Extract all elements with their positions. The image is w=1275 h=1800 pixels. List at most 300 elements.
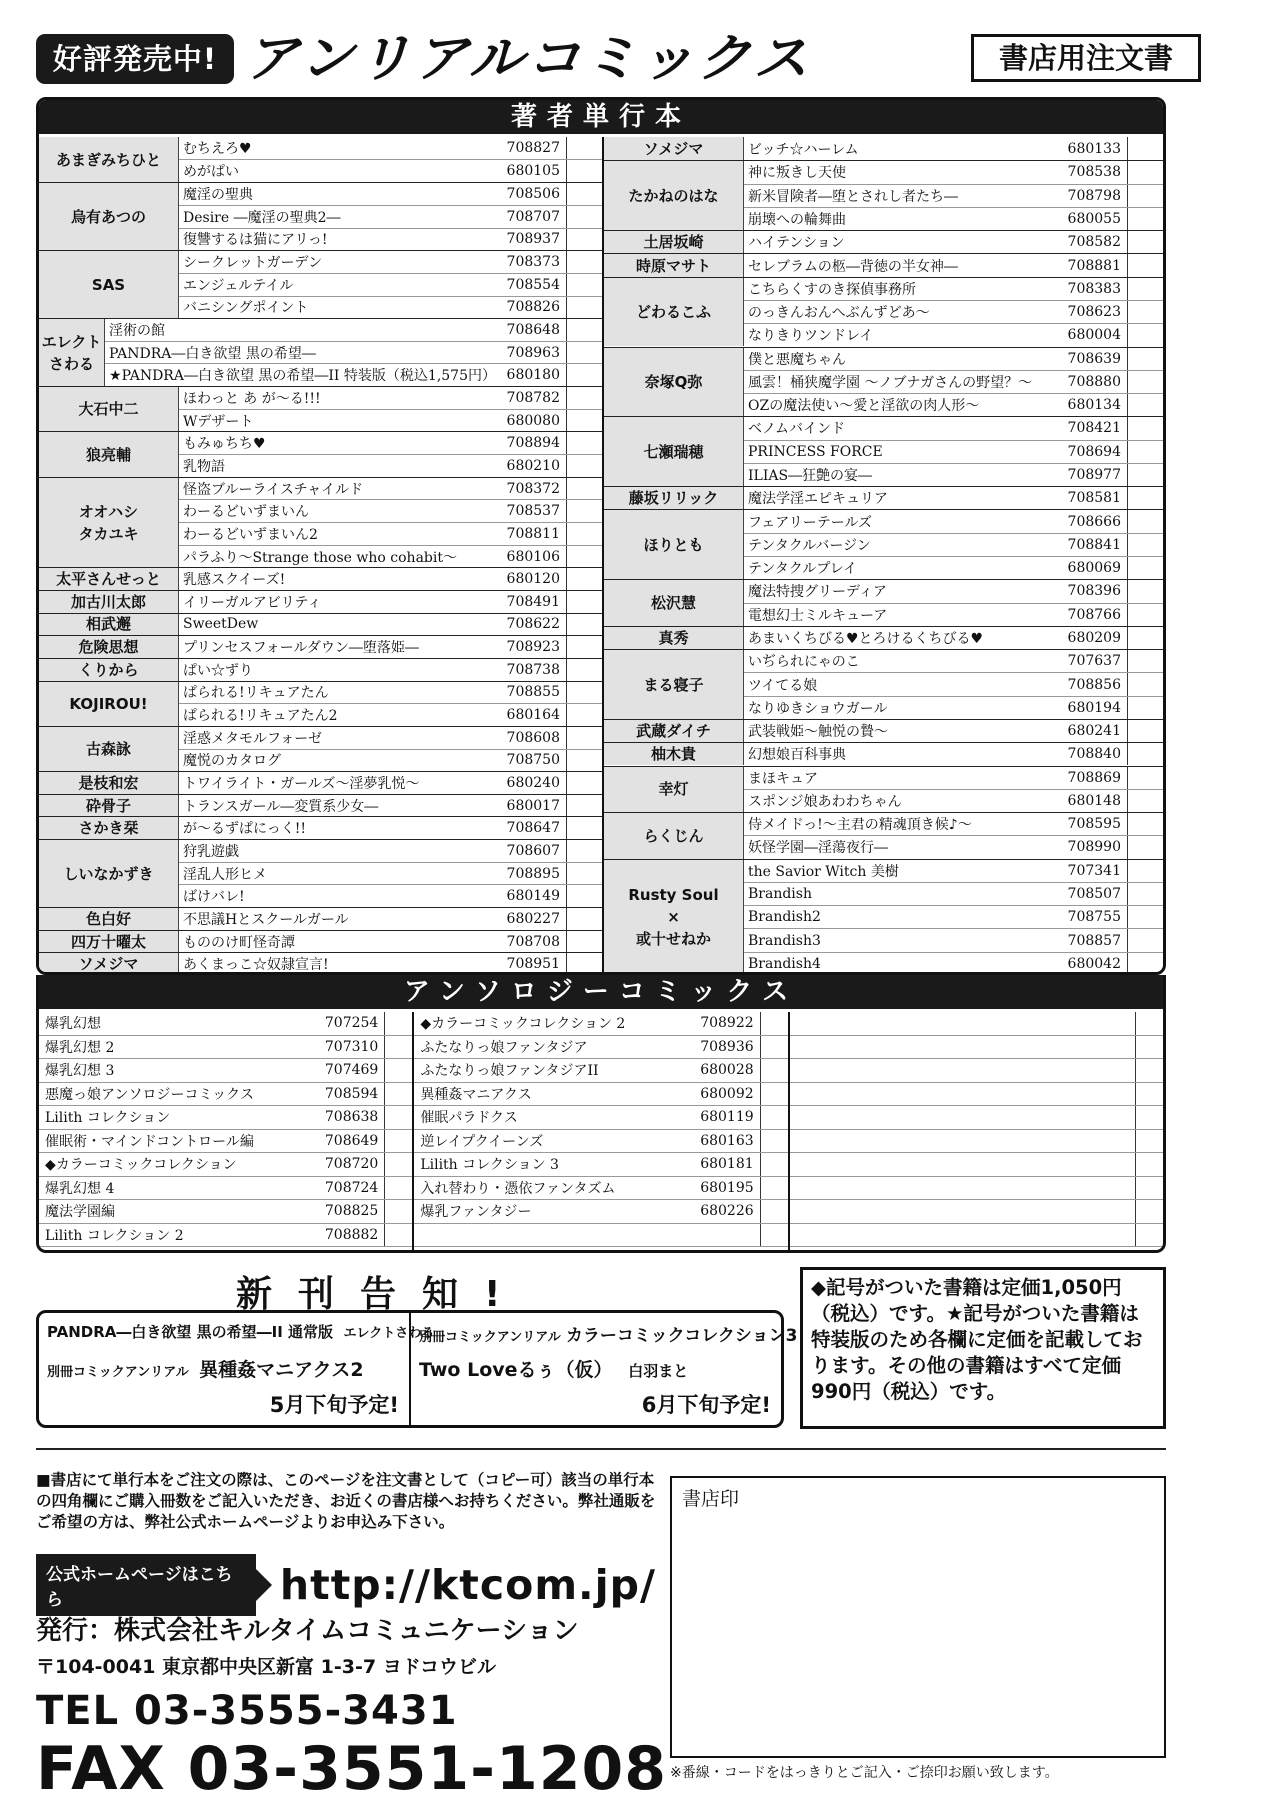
book-title: ぱられる!リキュアたん [183,685,329,702]
anthology-row [414,1106,787,1130]
book-title: めがぱい [183,164,239,181]
book-row [179,703,602,726]
author-name: 奈塚Q弥 [604,348,744,417]
homepage-link[interactable] [36,1554,656,1616]
book-row [744,813,1163,835]
quantity-box[interactable] [566,478,602,500]
book-row [744,137,1163,160]
author-book-list [179,251,602,318]
book-title: SweetDew [183,616,259,633]
quantity-box[interactable] [566,817,602,839]
new-release-may [39,1313,435,1425]
author-name: オオハシ タカユキ [39,478,179,568]
book-row [744,254,1163,276]
book-title: トランスガール―変質系少女― [183,798,379,815]
author-name: 四万十曜太 [39,931,179,953]
book-code: 680164 [506,707,560,724]
quantity-box[interactable] [566,750,602,772]
book-code: 708856 [1067,676,1121,693]
author-name: 危険思想 [39,636,179,658]
quantity-box[interactable] [760,1177,788,1200]
anthology-code: 680163 [700,1132,754,1149]
quantity-box[interactable] [1127,860,1163,882]
anthology-title: 悪魔っ娘アンソロジーコミックス [45,1086,255,1103]
quantity-box[interactable] [1127,836,1163,858]
book-row [744,207,1163,230]
book-row [179,522,602,545]
quantity-box[interactable] [1127,254,1163,276]
quantity-box[interactable] [384,1083,412,1106]
anthology-code: 708724 [324,1179,379,1196]
author-name: Rusty Soul × 或十せねか [604,860,744,975]
quantity-box[interactable] [566,206,602,228]
store-stamp-box[interactable] [670,1476,1166,1758]
quantity-box[interactable] [566,614,602,636]
book-title: セレブラムの柩―背徳の半女神― [748,258,958,275]
quantity-box[interactable] [566,342,602,364]
quantity-box[interactable] [1127,231,1163,253]
anthology-code: 680092 [700,1085,754,1102]
anthology-row [414,1130,787,1154]
book-title: いぢられにゃのこ [748,654,860,671]
quantity-box[interactable] [566,568,602,590]
quantity-box[interactable] [566,137,602,159]
book-code: 680055 [1067,210,1121,227]
quantity-box[interactable] [1127,371,1163,393]
quantity-box[interactable] [384,1153,412,1176]
book-code: 708840 [1067,746,1121,763]
book-code: 708738 [506,661,560,678]
book-code: 708826 [506,299,560,316]
quantity-box[interactable] [1127,417,1163,439]
author-name: しいなかずき [39,840,179,907]
book-row [179,205,602,228]
quantity-box[interactable] [1127,301,1163,323]
book-code: 680004 [1067,327,1121,344]
book-code: 708647 [506,820,560,837]
release-author: エレクトさわる [343,1326,435,1341]
anthology-row-empty [790,1083,1163,1107]
author-book-list [179,840,602,907]
author-name: KOJIROU! [39,682,179,726]
book-code: 708421 [1067,420,1121,437]
book-code: 680042 [1067,955,1121,972]
author-book-list [179,682,602,726]
book-title: あくまっこ☆奴隷宣言! [183,957,329,974]
quantity-box[interactable] [566,183,602,205]
quantity-box[interactable] [1127,394,1163,416]
quantity-box[interactable] [384,1036,412,1059]
book-title: 魔悦のカタログ [183,753,281,770]
book-code: 680210 [506,457,560,474]
author-name: 色白好 [39,908,179,930]
quantity-box[interactable] [1127,534,1163,556]
anthology-title: 入れ替わり・憑依ファンタズム [420,1180,616,1197]
order-instructions: ■書店にて単行本をご注文の際は、このページを注文書として（コピー可）該当の単行本の四角欄にご購入冊数をご記入いただき、お近くの書店様へお持ちください。弊社通販をご希望の方は、弊社公式ホームページよりお申込み下さい。 [36,1471,656,1531]
quantity-box[interactable] [566,863,602,885]
quantity-box[interactable] [566,591,602,613]
author-book-list [179,568,602,590]
author-books-panel [36,97,1166,975]
book-title: ベノムバインド [748,421,846,438]
author-group [39,567,602,590]
book-row [179,183,602,205]
quantity-box[interactable] [1127,580,1163,602]
publisher-name: 発行：株式会社キルタイムコミュニケーション [36,1616,579,1646]
quantity-box[interactable] [566,364,602,386]
book-row [179,727,602,749]
author-group [39,613,602,636]
book-code: 708537 [506,503,560,520]
author-group [604,277,1163,347]
book-row [179,636,602,658]
quantity-box[interactable] [1127,906,1163,928]
quantity-box[interactable] [566,704,602,726]
book-row [179,953,602,975]
quantity-box[interactable] [1135,1059,1163,1082]
author-book-list [179,636,602,658]
quantity-box[interactable] [1127,324,1163,346]
book-title: のっきんおんへぶんずどあ～ [748,305,930,322]
quantity-box[interactable] [1135,1177,1163,1200]
quantity-box[interactable] [566,410,602,432]
anthology-row [39,1200,412,1224]
quantity-box[interactable] [1127,767,1163,789]
book-title: 乳物語 [183,458,225,475]
quantity-box[interactable] [1127,557,1163,579]
book-row [179,840,602,862]
quantity-box[interactable] [760,1106,788,1129]
quantity-box[interactable] [1135,1130,1163,1153]
book-code: 680180 [506,367,560,384]
quantity-box[interactable] [566,500,602,522]
quantity-box[interactable] [566,229,602,251]
release-date-may: 5月下旬予定! [269,1393,399,1417]
book-title: 風雲！桶狭魔学園 ～ノブナガさんの野望？～ [748,374,1033,391]
quantity-box[interactable] [1127,720,1163,742]
book-title: プリンセスフォールダウン―堕落姫― [183,640,419,657]
author-name: どわるこふ [604,278,744,347]
quantity-box[interactable] [760,1130,788,1153]
release-title: Two Loveるぅ（仮） [419,1359,613,1381]
author-book-list [744,231,1163,253]
book-title: ハイテンション [748,235,845,252]
book-row [179,454,602,477]
quantity-box[interactable] [1127,697,1163,719]
book-title: 復讐するは猫にアリっ! [183,232,328,249]
book-row [179,478,602,500]
quantity-box[interactable] [566,546,602,568]
quantity-box[interactable] [1135,1036,1163,1059]
book-code: 708963 [506,344,560,361]
anthology-code: 708649 [324,1132,379,1149]
store-stamp-label: 書店印 [682,1488,740,1510]
anthology-title: Lilith コレクション 2 [45,1227,184,1244]
book-title: フェアリーテールズ [748,514,873,531]
book-row [744,184,1163,207]
book-code: 708507 [1067,886,1121,903]
quantity-box[interactable] [1135,1224,1163,1247]
book-title: なりゆきショウガール [748,700,888,717]
quantity-box[interactable] [1127,161,1163,183]
quantity-box[interactable] [384,1106,412,1129]
anthology-row [39,1224,412,1248]
anthology-code: 707254 [324,1015,379,1032]
anthology-row-empty [790,1130,1163,1154]
author-name: 七瀬瑞穂 [604,417,744,486]
author-book-list [744,254,1163,276]
anthology-code: 707310 [324,1038,379,1055]
book-code: 680227 [506,910,560,927]
author-group [604,486,1163,509]
anthology-row-empty [790,1036,1163,1060]
book-title: エンジェルテイル [183,277,294,294]
book-row [179,659,602,681]
quantity-box[interactable] [384,1200,412,1223]
quantity-box[interactable] [1127,510,1163,532]
author-book-list [744,743,1163,765]
author-group [604,626,1163,649]
quantity-box[interactable] [384,1130,412,1153]
book-code: 708648 [506,322,560,338]
book-code: 708623 [1067,304,1121,321]
book-code: 708622 [506,616,560,633]
quantity-box[interactable] [566,795,602,817]
book-row [744,650,1163,672]
quantity-box[interactable] [1127,883,1163,905]
book-row [179,545,602,568]
book-row [179,931,602,953]
author-book-list [744,813,1163,859]
author-group [604,509,1163,579]
book-code: 708766 [1067,606,1121,623]
quantity-box[interactable] [566,772,602,794]
quantity-box[interactable] [1127,813,1163,835]
book-row [744,767,1163,789]
book-title: イリーガルアビリティ [183,594,322,611]
author-book-list [179,953,602,975]
quantity-box[interactable] [1127,137,1163,160]
book-row [179,273,602,296]
book-title: 不思議Hとスクールガール [183,911,349,928]
quantity-box[interactable] [566,953,602,975]
quantity-box[interactable] [566,659,602,681]
quantity-box[interactable] [566,455,602,477]
book-title: もののけ町怪奇譚 [183,934,295,951]
author-book-list [744,767,1163,813]
quantity-box[interactable] [1127,743,1163,765]
quantity-box[interactable] [384,1059,412,1082]
quantity-box[interactable] [1127,790,1163,812]
quantity-box[interactable] [384,1012,412,1035]
book-title: 淫乱人形ヒメ [183,866,267,883]
book-title: まほキュア [748,770,818,787]
anthology-grid [39,1012,1163,1250]
quantity-box[interactable] [1135,1083,1163,1106]
author-name: くりから [39,659,179,681]
quantity-box[interactable] [1127,627,1163,649]
quantity-box[interactable] [760,1059,788,1082]
quantity-box[interactable] [566,682,602,704]
book-row [179,772,602,794]
quantity-box[interactable] [566,727,602,749]
author-name: 加古川太郎 [39,591,179,613]
quantity-box[interactable] [760,1036,788,1059]
book-title: が～るずぱにっく!! [183,821,306,838]
anthology-code: 708825 [324,1203,379,1220]
quantity-box[interactable] [566,251,602,273]
anthology-column-1 [39,1012,414,1250]
quantity-box[interactable] [760,1153,788,1176]
arrow-right-icon [256,1569,272,1601]
book-row [179,432,602,454]
book-title: PANDRA―白き欲望 黒の希望― [109,345,316,362]
author-book-list [744,348,1163,417]
quantity-box[interactable] [1127,953,1163,975]
anthology-title: 爆乳幻想 2 [45,1039,115,1056]
book-code: 708798 [1067,187,1121,204]
anthology-title: 爆乳幻想 3 [45,1063,115,1080]
author-book-list [179,817,602,839]
book-code: 708707 [506,208,560,225]
quantity-box[interactable] [1135,1106,1163,1129]
quantity-box[interactable] [1135,1012,1163,1035]
author-name: まる寝子 [604,650,744,719]
author-book-list [179,614,602,636]
quantity-box[interactable] [1127,185,1163,207]
book-code: 708581 [1067,490,1121,507]
quantity-box[interactable] [760,1224,788,1247]
book-row [179,296,602,319]
homepage-label: 公式ホームページはこちら [36,1554,256,1616]
quantity-box[interactable] [566,160,602,182]
quantity-box[interactable] [1127,464,1163,486]
book-code: 708895 [506,865,560,882]
quantity-box[interactable] [1127,487,1163,509]
quantity-box[interactable] [1127,604,1163,626]
publisher-info [36,1470,667,1800]
author-group [604,742,1163,765]
quantity-box[interactable] [1127,929,1163,951]
author-name: ソメジマ [604,137,744,160]
author-name: あまぎみちひと [39,137,179,182]
homepage-url[interactable]: http://ktcom.jp/ [279,1561,656,1609]
quantity-box[interactable] [1127,208,1163,230]
book-title: トワイライト・ガールズ～淫夢乳悦～ [183,775,420,792]
book-code: 680149 [506,888,560,905]
quantity-box[interactable] [760,1083,788,1106]
quantity-box[interactable] [760,1012,788,1035]
author-group [604,579,1163,626]
quantity-box[interactable] [566,931,602,953]
book-title: 魔法特捜グリーディア [748,584,887,601]
book-row [105,363,602,386]
book-code: 680120 [506,571,560,588]
anthology-title: 異種姦マニアクス [420,1086,532,1103]
quantity-box[interactable] [1127,441,1163,463]
book-code: 707637 [1067,653,1121,670]
author-name: 土居坂崎 [604,231,744,253]
book-code: 708880 [1067,373,1121,390]
quantity-box[interactable] [566,908,602,930]
book-code: 680194 [1067,699,1121,716]
book-row [744,743,1163,765]
author-group [39,726,602,771]
book-row [179,499,602,522]
anthology-row [39,1153,412,1177]
quantity-box[interactable] [760,1200,788,1223]
release-date-june: 6月下旬予定! [641,1393,771,1417]
author-book-list [179,659,602,681]
quantity-box[interactable] [384,1224,412,1247]
new-release-section [36,1266,798,1430]
quantity-box[interactable] [1127,650,1163,672]
book-code: 708639 [1067,350,1121,367]
quantity-box[interactable] [566,432,602,454]
new-release-line [47,1321,434,1342]
book-title: こちらくすのき探偵事務所 [748,281,916,298]
quantity-box[interactable] [566,297,602,319]
quantity-box[interactable] [566,523,602,545]
order-form-title: 書店用注文書 [971,34,1201,82]
quantity-box[interactable] [566,636,602,658]
book-title: 妖怪学園―淫蕩夜行― [748,840,888,857]
quantity-box[interactable] [566,840,602,862]
author-book-list [179,772,602,794]
book-code: 680148 [1067,792,1121,809]
quantity-box[interactable] [384,1177,412,1200]
book-title: 幻想娘百科事典 [748,747,846,764]
book-row [744,278,1163,300]
book-code: 680209 [1067,629,1121,646]
author-name: SAS [39,251,179,318]
anthology-row-empty [790,1059,1163,1083]
brand-logo: アンリアルコミックス [244,29,811,89]
author-book-list [179,137,602,182]
quantity-box[interactable] [566,387,602,409]
book-row [744,231,1163,253]
quantity-box[interactable] [566,274,602,296]
book-title: 魔淫の聖典 [183,187,253,204]
quantity-box[interactable] [1135,1200,1163,1223]
author-book-list [179,931,602,953]
author-book-list [179,478,602,568]
book-code: 707341 [1067,862,1121,879]
quantity-box[interactable] [1127,348,1163,370]
book-row [179,817,602,839]
book-title: 僕と悪魔ちゃん [748,351,846,368]
stamp-footnote: ※番線・コードをはっきりとご記入・ご捺印お願い致します。 [670,1765,1059,1781]
quantity-box[interactable] [1127,278,1163,300]
book-row [179,682,602,704]
new-release-june [411,1313,798,1425]
quantity-box[interactable] [1127,673,1163,695]
quantity-box[interactable] [1135,1153,1163,1176]
anthology-code: 708922 [700,1015,754,1032]
book-row [179,908,602,930]
book-code: 708855 [506,684,560,701]
release-title: PANDRA―白き欲望 黒の希望―II 通常版 [47,1323,333,1341]
quantity-box[interactable] [566,885,602,907]
book-title: 電想幻士ミルキューア [748,607,888,624]
book-row [744,860,1163,882]
anthology-row [39,1106,412,1130]
book-row [744,603,1163,626]
book-row [744,556,1163,579]
book-title: バニシングポイント [183,300,309,317]
author-book-list [744,487,1163,509]
quantity-box[interactable] [566,319,602,341]
